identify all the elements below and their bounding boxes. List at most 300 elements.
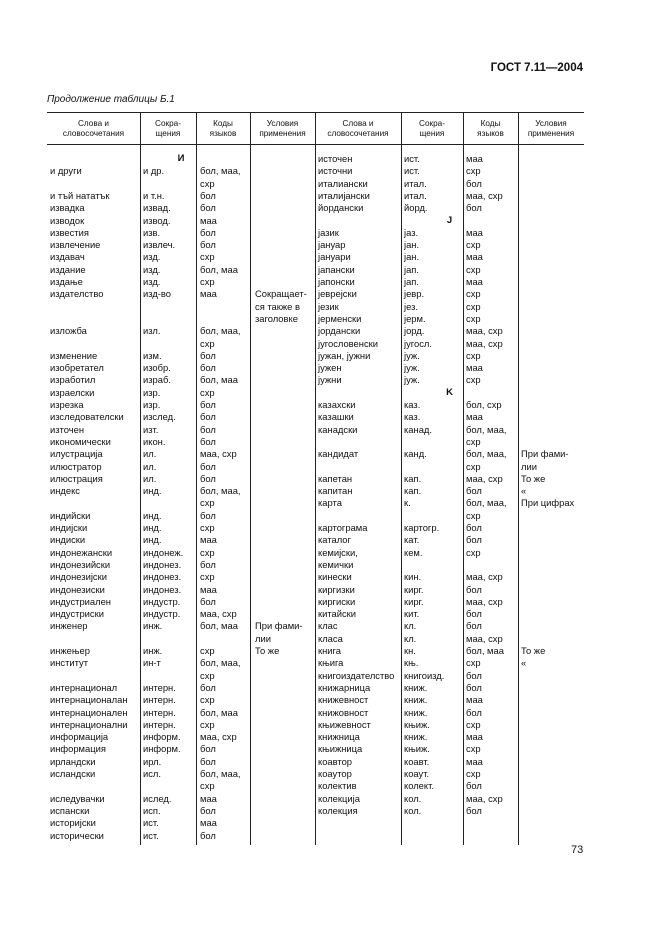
abbreviation-cell: кем. — [404, 546, 423, 558]
language-code-cell: схр — [466, 718, 481, 730]
language-code-cell: бол, маа, — [200, 657, 241, 669]
abbreviation-cell: књиж. — [404, 743, 430, 755]
word-cell: кемијски, — [318, 546, 358, 558]
word-cell: информация — [50, 743, 106, 755]
word-cell: јерменски — [318, 312, 362, 324]
abbreviation-table — [47, 112, 584, 845]
abbreviation-cell: интерн. — [143, 681, 176, 693]
word-cell: јануар — [318, 239, 346, 251]
word-cell: изложба — [50, 325, 87, 337]
word-cell: киргизки — [318, 583, 355, 595]
word-cell: језик — [318, 300, 339, 312]
language-code-cell: бол — [200, 472, 216, 484]
abbreviation-cell: јап. — [404, 276, 419, 287]
word-cell: коавтор — [318, 755, 353, 767]
abbreviation-cell: к. — [404, 497, 411, 509]
language-code-cell: схр — [200, 337, 215, 349]
col-header-conditions-left: Условия применения — [259, 118, 306, 138]
document-standard-title: ГОСТ 7.11—2004 — [490, 62, 583, 74]
language-code-cell: схр — [200, 522, 215, 533]
condition-cell: При фами- — [255, 620, 303, 632]
language-code-cell: бол — [466, 522, 482, 533]
abbreviation-cell: изобр. — [143, 362, 171, 374]
word-cell: јужен — [318, 362, 342, 374]
condition-cell: При фами- — [521, 448, 569, 460]
language-code-cell: бол — [200, 189, 216, 201]
abbreviation-cell: инд. — [143, 522, 162, 533]
word-cell: интернационалан — [50, 694, 128, 706]
abbreviation-cell: кирг. — [404, 595, 424, 607]
language-code-cell: схр — [200, 497, 215, 509]
abbreviation-cell: книж. — [404, 706, 428, 718]
col-header-abbr-right: Сокра- щения — [419, 118, 445, 138]
language-code-cell: маа — [466, 755, 483, 767]
word-cell: и тъй нататък — [50, 189, 110, 201]
table-body — [47, 144, 584, 845]
abbreviation-cell: индустр. — [143, 595, 181, 607]
word-cell: италијански — [318, 189, 370, 201]
abbreviation-cell: индустр. — [143, 608, 181, 620]
word-cell: изрезка — [50, 399, 84, 410]
abbreviation-cell: кол. — [404, 804, 422, 816]
word-cell: индијски — [50, 522, 88, 533]
condition-cell: То же — [521, 472, 546, 484]
abbreviation-cell: иcлед. — [143, 792, 172, 804]
language-code-cell: бол — [200, 362, 216, 374]
word-cell: йордански — [318, 202, 364, 214]
abbreviation-cell: изр. — [143, 386, 161, 398]
abbreviation-cell: књ. — [404, 657, 419, 669]
language-code-cell: маа — [200, 288, 217, 300]
word-cell: издање — [50, 276, 83, 287]
condition-cell: заголовке — [255, 312, 298, 324]
abbreviation-cell: ил. — [143, 448, 157, 460]
abbreviation-cell: книж. — [404, 681, 428, 693]
abbreviation-cell: итал. — [404, 189, 427, 201]
abbreviation-cell: исп. — [143, 804, 161, 816]
language-code-cell: бол, схр — [466, 399, 502, 410]
language-code-cell: схр — [466, 435, 481, 447]
language-code-cell: схр — [200, 386, 215, 398]
word-cell: инженер — [50, 620, 88, 632]
condition-cell: При цифрах — [521, 497, 575, 509]
condition-cell: ся также в — [255, 300, 300, 312]
language-code-cell: бол — [200, 399, 216, 410]
language-code-cell: схр — [200, 718, 215, 730]
abbreviation-cell: инж. — [143, 645, 163, 656]
abbreviation-cell: ист. — [143, 817, 159, 829]
word-cell: изработил — [50, 374, 96, 386]
abbreviation-cell: книж. — [404, 731, 428, 743]
language-code-cell: бол — [200, 202, 216, 214]
abbreviation-cell: коаут. — [404, 768, 430, 779]
language-code-cell: схр — [200, 571, 215, 583]
word-cell: и други — [50, 165, 82, 177]
abbreviation-cell: изм. — [143, 349, 162, 361]
word-cell: книжница — [318, 731, 360, 743]
condition-cell: То же — [521, 645, 546, 656]
abbreviation-cell: изд. — [143, 276, 161, 287]
language-code-cell: бол — [466, 780, 482, 792]
word-cell: илюстрация — [50, 472, 103, 484]
language-code-cell: бол — [200, 509, 216, 521]
abbreviation-cell: информ. — [143, 731, 181, 743]
abbreviation-cell: инд. — [143, 509, 162, 521]
language-code-cell: бол — [200, 435, 216, 447]
language-code-cell: схр — [466, 460, 481, 472]
abbreviation-cell: јерм. — [404, 312, 426, 324]
word-cell: колекција — [318, 792, 360, 804]
word-cell: кинески — [318, 571, 352, 583]
col-header-abbr-left: Сокра- щения — [155, 118, 181, 138]
col-header-words-left: Слова и словосочетания — [62, 118, 125, 138]
language-code-cell: бол, маа — [200, 620, 238, 632]
word-cell: кемички — [318, 558, 354, 570]
word-cell: издателство — [50, 288, 104, 300]
language-code-cell: маа, схр — [200, 448, 237, 460]
word-cell: кандидат — [318, 448, 359, 460]
language-code-cell: маа, схр — [466, 571, 503, 583]
language-code-cell: схр — [466, 743, 481, 755]
word-cell: казахски — [318, 399, 356, 410]
language-code-cell: маа, схр — [466, 632, 503, 644]
abbreviation-cell: индонеж. — [143, 546, 184, 558]
word-cell: индонезијски — [50, 571, 107, 583]
word-cell: киргиски — [318, 595, 356, 607]
word-cell: испански — [50, 804, 90, 816]
language-code-cell: маа — [200, 817, 217, 829]
word-cell: индустриален — [50, 595, 111, 607]
abbreviation-cell: ист. — [143, 829, 159, 841]
word-cell: извлечение — [50, 239, 101, 251]
word-cell: изобретател — [50, 362, 104, 374]
language-code-cell: бол — [200, 226, 216, 238]
abbreviation-cell: изд-во — [143, 288, 172, 300]
abbreviation-cell: кл. — [404, 632, 417, 644]
word-cell: изменение — [50, 349, 98, 361]
language-code-cell: бол, маа — [200, 706, 238, 718]
language-code-cell: схр — [200, 546, 215, 558]
word-cell: книжарница — [318, 681, 371, 693]
word-cell: исторически — [50, 829, 104, 841]
abbreviation-cell: индонез. — [143, 571, 182, 583]
language-code-cell: маа, схр — [466, 325, 503, 337]
abbreviation-cell: инж. — [143, 620, 163, 632]
language-code-cell: бол — [466, 669, 482, 681]
word-cell: интернационален — [50, 706, 128, 718]
language-code-cell: бол — [466, 804, 482, 816]
word-cell: издавач — [50, 251, 85, 263]
word-cell: книжевност — [318, 694, 369, 706]
word-cell: јапонски — [318, 276, 355, 287]
word-cell: икономически — [50, 435, 111, 447]
abbreviation-cell: јуж. — [404, 349, 420, 361]
word-cell: индустриски — [50, 608, 104, 620]
language-code-cell: схр — [466, 657, 481, 669]
language-code-cell: бол, маа — [466, 645, 504, 656]
abbreviation-cell: картогр. — [404, 522, 440, 533]
condition-cell: « — [521, 485, 527, 497]
language-code-cell: бол — [200, 411, 216, 423]
word-cell: извадка — [50, 202, 85, 214]
language-code-cell: маа, схр — [466, 337, 503, 349]
word-cell: јануари — [318, 251, 351, 263]
language-code-cell: схр — [466, 165, 481, 177]
page-number: 73 — [571, 844, 584, 856]
abbreviation-cell: јевр. — [404, 288, 425, 300]
word-cell: јужни — [318, 374, 342, 386]
word-cell: индиски — [50, 534, 86, 546]
word-cell: капитан — [318, 485, 353, 497]
abbreviation-cell: интерн. — [143, 694, 176, 706]
language-code-cell: бол — [200, 755, 216, 767]
condition-cell: лии — [521, 460, 537, 472]
language-code-cell: схр — [466, 300, 481, 312]
condition-cell: То же — [255, 645, 280, 656]
abbreviation-cell: изр. — [143, 399, 161, 410]
language-code-cell: маа — [200, 583, 217, 595]
word-cell: илюстратор — [50, 460, 102, 472]
language-code-cell: маа — [200, 214, 217, 226]
language-code-cell: схр — [200, 669, 215, 681]
word-cell: колекция — [318, 804, 358, 816]
section-letter: И — [177, 153, 185, 164]
word-cell: китайски — [318, 608, 357, 620]
language-code-cell: бол — [200, 423, 216, 435]
language-code-cell: схр — [466, 509, 481, 521]
word-cell: изследователски — [50, 411, 124, 423]
abbreviation-cell: и т.н. — [143, 189, 165, 201]
col-header-codes-left: Коды языков — [209, 118, 237, 138]
language-code-cell: схр — [466, 349, 481, 361]
abbreviation-cell: канд. — [404, 448, 427, 460]
language-code-cell: бол, маа, — [200, 165, 241, 177]
word-cell: книга — [318, 645, 341, 656]
word-cell: капетан — [318, 472, 353, 484]
abbreviation-cell: кол. — [404, 792, 422, 804]
language-code-cell: бол — [200, 239, 216, 251]
language-code-cell: бол, маа — [200, 263, 238, 275]
language-code-cell: маа, схр — [466, 472, 503, 484]
language-code-cell: схр — [466, 546, 481, 558]
abbreviation-cell: израб. — [143, 374, 171, 386]
language-code-cell: схр — [200, 780, 215, 792]
word-cell: клас — [318, 620, 338, 632]
language-code-cell: бол — [466, 583, 482, 595]
language-code-cell: схр — [200, 645, 215, 656]
condition-cell: « — [521, 657, 527, 669]
section-letter: J — [446, 214, 453, 226]
language-code-cell: маа, схр — [466, 189, 503, 201]
word-cell: индонезиски — [50, 583, 105, 595]
word-cell: исландски — [50, 768, 96, 779]
abbreviation-cell: кн. — [404, 645, 416, 656]
abbreviation-cell: изл. — [143, 325, 161, 337]
language-code-cell: схр — [466, 374, 481, 386]
language-code-cell: бол — [466, 681, 482, 693]
word-cell: интернационални — [50, 718, 128, 730]
abbreviation-cell: јан. — [404, 251, 420, 263]
language-code-cell: схр — [200, 276, 215, 287]
abbreviation-cell: јуж. — [404, 362, 420, 374]
abbreviation-cell: индонез. — [143, 583, 182, 595]
language-code-cell: маа, схр — [200, 731, 237, 743]
word-cell: јужан, јужни — [318, 349, 371, 361]
word-cell: источен — [318, 153, 353, 164]
language-code-cell: бол — [200, 558, 216, 570]
word-cell: информација — [50, 731, 109, 743]
word-cell: јордански — [318, 325, 361, 337]
word-cell: книгоиздателство — [318, 669, 395, 681]
word-cell: историјски — [50, 817, 96, 829]
word-cell: институт — [50, 657, 89, 669]
language-code-cell: бол — [200, 460, 216, 472]
word-cell: јапански — [318, 263, 355, 275]
abbreviation-cell: јан. — [404, 239, 420, 251]
table-left-half — [47, 153, 315, 853]
language-code-cell: бол — [466, 620, 482, 632]
language-code-cell: схр — [200, 694, 215, 706]
language-code-cell: маа — [466, 226, 483, 238]
abbreviation-cell: кап. — [404, 485, 422, 497]
col-header-codes-right: Коды языков — [477, 118, 504, 138]
abbreviation-cell: књиж. — [404, 718, 430, 730]
abbreviation-cell: коавт. — [404, 755, 430, 767]
word-cell: карта — [318, 497, 342, 509]
language-code-cell: маа, схр — [200, 608, 237, 620]
word-cell: коаутор — [318, 768, 352, 779]
word-cell: източен — [50, 423, 85, 435]
col-header-words-right: Слова и словосочетания — [327, 118, 389, 138]
language-code-cell: схр — [466, 312, 481, 324]
abbreviation-cell: книгоизд. — [404, 669, 445, 681]
language-code-cell: маа — [200, 534, 217, 546]
abbreviation-cell: интерн. — [143, 706, 176, 718]
language-code-cell: маа — [466, 276, 483, 287]
word-cell: индонезийски — [50, 558, 111, 570]
language-code-cell: схр — [200, 177, 215, 189]
language-code-cell: бол — [466, 485, 482, 497]
abbreviation-cell: инд. — [143, 534, 162, 546]
abbreviation-cell: книж. — [404, 694, 428, 706]
word-cell: колектив — [318, 780, 357, 792]
language-code-cell: бол — [200, 595, 216, 607]
word-cell: индекс — [50, 485, 80, 497]
abbreviation-cell: итал. — [404, 177, 427, 189]
word-cell: канадски — [318, 423, 358, 435]
col-header-conditions-right: Условия применения — [527, 118, 575, 138]
abbreviation-cell: интерн. — [143, 718, 176, 730]
abbreviation-cell: инд. — [143, 485, 162, 497]
language-code-cell: маа — [466, 251, 483, 263]
language-code-cell: бол — [466, 534, 482, 546]
abbreviation-cell: ил. — [143, 460, 157, 472]
word-cell: картограма — [318, 522, 368, 533]
abbreviation-cell: кл. — [404, 620, 417, 632]
abbreviation-cell: каз. — [404, 399, 421, 410]
word-cell: књижница — [318, 743, 363, 755]
language-code-cell: маа — [200, 792, 217, 804]
abbreviation-cell: ил. — [143, 472, 157, 484]
abbreviation-cell: јаз. — [404, 226, 419, 238]
language-code-cell: маа, схр — [466, 595, 503, 607]
language-code-cell: маа, схр — [466, 792, 503, 804]
language-code-cell: маа — [466, 362, 483, 374]
language-code-cell: бол — [200, 743, 216, 755]
abbreviation-cell: извлеч. — [143, 239, 176, 251]
word-cell: израелски — [50, 386, 95, 398]
abbreviation-cell: индонез. — [143, 558, 182, 570]
word-cell: књига — [318, 657, 344, 669]
abbreviation-cell: јап. — [404, 263, 419, 275]
section-letter: K — [446, 386, 453, 398]
abbreviation-cell: јез. — [404, 300, 418, 312]
abbreviation-cell: ист. — [404, 153, 420, 164]
language-code-cell: бол, маа, — [466, 423, 507, 435]
language-code-cell: бол — [200, 681, 216, 693]
word-cell: каталог — [318, 534, 351, 546]
language-code-cell: бол — [200, 804, 216, 816]
abbreviation-cell: йорд. — [404, 202, 428, 214]
language-code-cell: маа — [466, 731, 483, 743]
abbreviation-cell: каз. — [404, 411, 421, 423]
word-cell: индийски — [50, 509, 91, 521]
word-cell: издание — [50, 263, 86, 275]
table-right-half — [315, 153, 584, 853]
word-cell: јазик — [318, 226, 339, 238]
word-cell: илустрација — [50, 448, 103, 460]
abbreviation-cell: изд. — [143, 263, 161, 275]
language-code-cell: бол, маа, — [200, 768, 241, 779]
condition-cell: Сокращает- — [255, 288, 307, 300]
abbreviation-cell: изслед. — [143, 411, 176, 423]
language-code-cell: схр — [466, 239, 481, 251]
word-cell: индонежански — [50, 546, 113, 558]
table-continuation-caption: Продолжение таблицы Б.1 — [47, 94, 175, 105]
word-cell: казашки — [318, 411, 354, 423]
language-code-cell: маа — [466, 411, 483, 423]
language-code-cell: маа — [466, 694, 483, 706]
language-code-cell: бол, маа — [200, 374, 238, 386]
abbreviation-cell: изт. — [143, 423, 159, 435]
language-code-cell: схр — [466, 263, 481, 275]
abbreviation-cell: ист. — [404, 165, 420, 177]
abbreviation-cell: информ. — [143, 743, 181, 755]
abbreviation-cell: кирг. — [404, 583, 424, 595]
word-cell: иследувачки — [50, 792, 105, 804]
abbreviation-cell: кап. — [404, 472, 422, 484]
abbreviation-cell: југосл. — [404, 337, 432, 349]
abbreviation-cell: исл. — [143, 768, 161, 779]
language-code-cell: бол — [466, 608, 482, 620]
word-cell: изводок — [50, 214, 85, 226]
word-cell: италиански — [318, 177, 368, 189]
abbreviation-cell: извод. — [143, 214, 171, 226]
abbreviation-cell: кин. — [404, 571, 422, 583]
word-cell: ирландски — [50, 755, 96, 767]
word-cell: известия — [50, 226, 89, 238]
abbreviation-cell: колект. — [404, 780, 434, 792]
abbreviation-cell: кит. — [404, 608, 420, 620]
language-code-cell: бол, маа, — [200, 485, 241, 497]
abbreviation-cell: ирл. — [143, 755, 162, 767]
word-cell: книжовност — [318, 706, 369, 718]
language-code-cell: схр — [466, 288, 481, 300]
abbreviation-cell: изв. — [143, 226, 161, 238]
word-cell: јеврејски — [318, 288, 357, 300]
abbreviation-cell: канад. — [404, 423, 432, 435]
word-cell: југословенски — [318, 337, 378, 349]
